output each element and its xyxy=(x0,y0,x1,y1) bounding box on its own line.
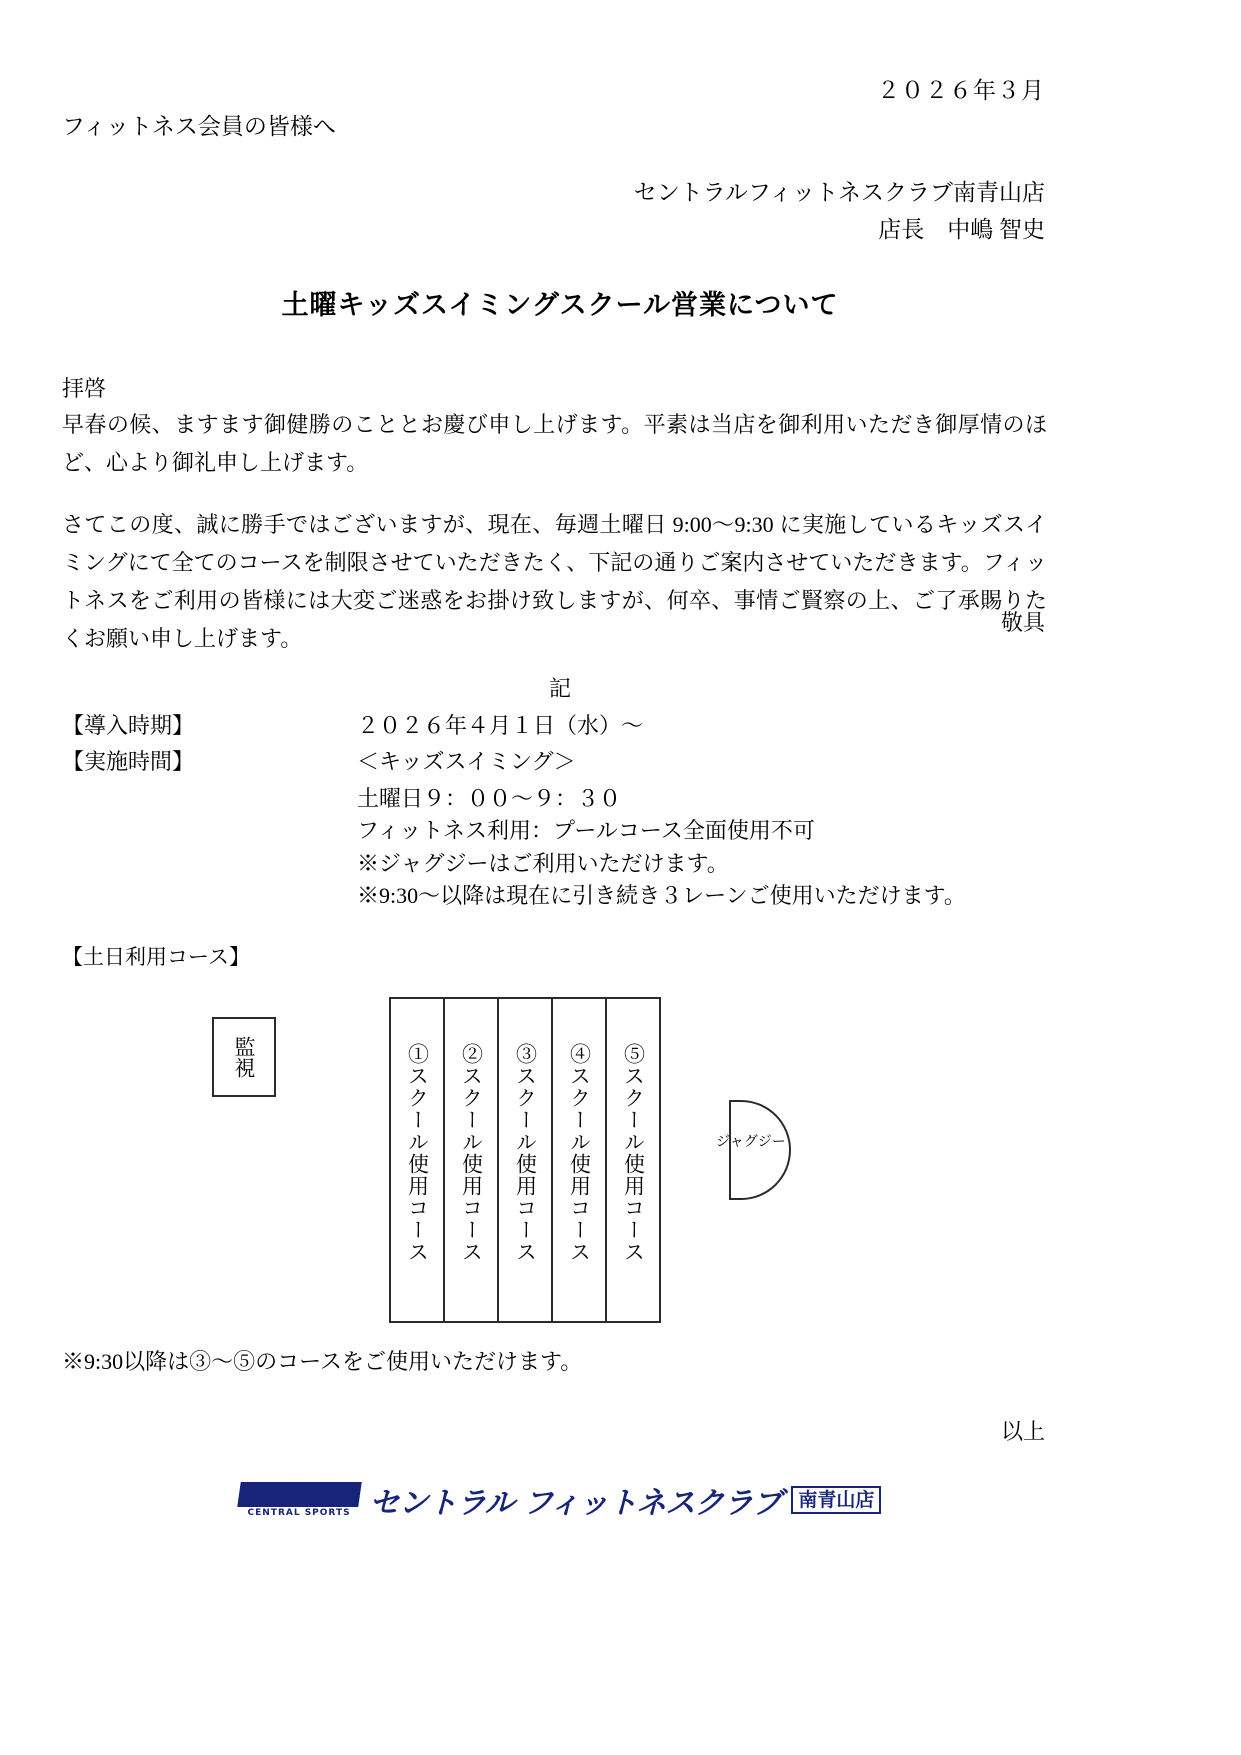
courses-heading: 【土日利用コース】 xyxy=(62,945,250,969)
pool-lane-2 xyxy=(445,999,499,1321)
central-sports-logo-icon xyxy=(236,1480,362,1518)
central-logo-wordmark: CENTRAL xyxy=(236,1480,362,1509)
pool-lane-1-label: ①スクール使用コース xyxy=(405,1043,430,1263)
footer-logo xyxy=(0,1478,1120,1522)
sender-manager-name: 店長 中嶋 智史 xyxy=(878,217,1045,242)
addressee-line: フィットネス会員の皆様へ xyxy=(62,114,336,139)
detail-value-5: ※9:30〜以降は現在に引き続き３レーンご使用いただけます。 xyxy=(357,883,966,908)
pool-lane-5-label: ⑤スクール使用コース xyxy=(621,1043,646,1263)
pool-lane-4-label: ④スクール使用コース xyxy=(567,1043,592,1263)
pool-lane-5 xyxy=(607,999,661,1321)
post-diagram-note: ※9:30以降は③〜⑤のコースをご使用いただけます。 xyxy=(62,1349,583,1374)
closing-word: 敬具 xyxy=(1000,610,1045,635)
pool-lane-3-label: ③スクール使用コース xyxy=(513,1043,538,1263)
detail-label-1: 【実施時間】 xyxy=(62,749,195,774)
store-badge: 南青山店 xyxy=(791,1486,881,1515)
salutation: 拝啓 xyxy=(62,376,107,401)
pool-lane-1 xyxy=(391,999,445,1321)
pool-diagram xyxy=(389,997,661,1323)
body-paragraph-1: 早春の候、ますます御健勝のこととお慶び申し上げます。平素は当店を御利用いただき御厚情のほど、心より御礼申し上げます。 xyxy=(62,412,1047,475)
detail-label-0: 【導入時期】 xyxy=(62,713,195,738)
document-end-marker: 以上 xyxy=(1000,1419,1045,1444)
watch-station-label: 監視 xyxy=(232,1036,256,1078)
detail-value-4: ※ジャグジーはご利用いただけます。 xyxy=(357,851,729,876)
central-logo-subtext: CENTRAL SPORTS xyxy=(247,1508,351,1518)
club-wordmark: セントラル フィットネスクラブ xyxy=(369,1486,782,1521)
detail-value-3: フィットネス利用：プールコース全面使用不可 xyxy=(357,818,815,843)
jacuzzi-label: ジャグジー xyxy=(716,1135,786,1150)
pool-lane-2-label: ②スクール使用コース xyxy=(459,1043,484,1263)
sender-club-name: セントラルフィットネスクラブ南青山店 xyxy=(633,180,1045,205)
detail-value-1: ＜キッズスイミング＞ xyxy=(357,749,576,774)
pool-lane-4 xyxy=(553,999,607,1321)
detail-value-0: ２０２６年４月１日（水）〜 xyxy=(357,713,644,738)
detail-value-2: 土曜日９：００〜９：３０ xyxy=(357,786,622,811)
document-date: ２０２６年３月 xyxy=(877,78,1045,103)
pool-lane-3 xyxy=(499,999,553,1321)
body-paragraph-2: さてこの度、誠に勝手ではございますが、現在、毎週土曜日 9:00〜9:30 に実施しているキッズスイミングにて全てのコースを制限させていただきたく、下記の通りご案内させていただきます。フィットネスをご利用の皆様には大変ご迷惑をお掛け致しますが、何卒、事情ご賢察の上、ご了承賜りたくお願い申し上げます。 xyxy=(62,512,1047,651)
page-title: 土曜キッズスイミングスクール営業について xyxy=(281,290,839,320)
watch-station-box xyxy=(212,1017,276,1097)
ki-marker: 記 xyxy=(548,676,571,701)
